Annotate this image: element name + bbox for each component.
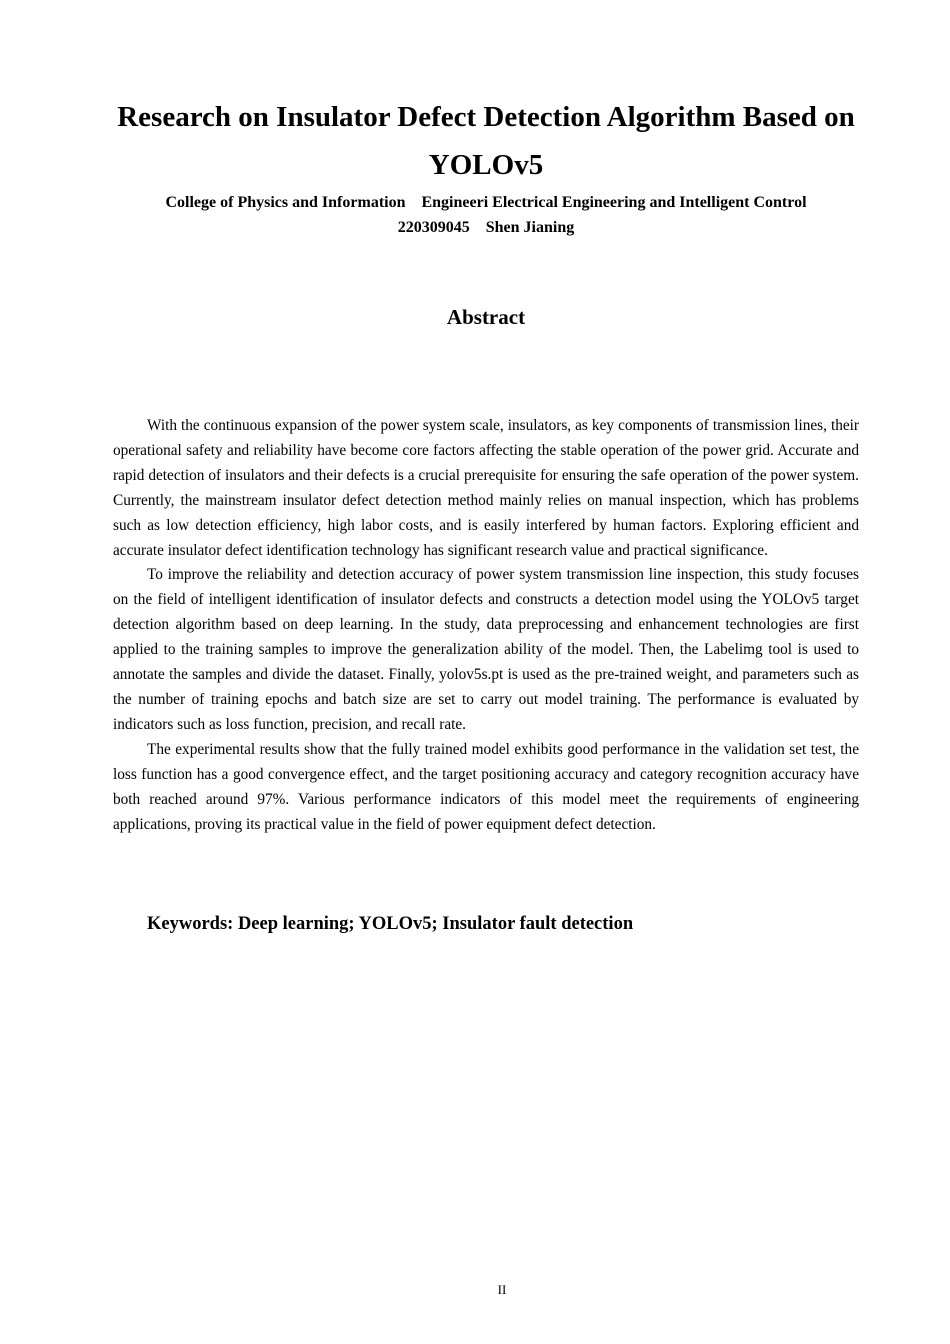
- page-number: II: [497, 1282, 507, 1297]
- affiliation-line: College of Physics and Information Engineeri Electrical Engineering and Intelligent Control: [165, 194, 807, 211]
- abstract-body: [113, 414, 859, 837]
- paper-title-line-2: YOLOv5: [428, 149, 544, 181]
- abstract-paragraph-2: To improve the reliability and detection accuracy of power system transmission line inspection, this study focuses on the field of intelligent identification of insulator defects and constructs a detection model using the YOLOv5 target detection algorithm based on deep learning. In the study, data preprocessing and enhancement technologies are first applied to the training samples to improve the generalization ability of the model. Then, the Labelimg tool is used to annotate the samples and divide the dataset. Finally, yolov5s.pt is used as the pre-trained weight, and parameters such as the number of training epochs and batch size are set to carry out model training. The performance is evaluated by indicators such as loss function, precision, and recall rate.: [113, 566, 859, 733]
- abstract-heading: Abstract: [446, 305, 526, 329]
- keywords-line: Keywords: Deep learning; YOLOv5; Insulator fault detection: [147, 914, 634, 934]
- abstract-paragraph-1: With the continuous expansion of the power system scale, insulators, as key components of transmission lines, their operational safety and reliability have become core factors affecting the stable operation of the power grid. Accurate and rapid detection of insulators and their defects is a crucial prerequisite for ensuring the safe operation of the power system. Currently, the mainstream insulator defect detection method mainly relies on manual inspection, which has problems such as low detection efficiency, high labor costs, and is easily interfered by human factors. Exploring efficient and accurate insulator defect identification technology has significant research value and practical significance.: [113, 417, 859, 559]
- author-line: 220309045 Shen Jianing: [397, 219, 575, 236]
- paper-title-line-1: Research on Insulator Defect Detection Algorithm Based on: [117, 101, 855, 133]
- abstract-paragraph-3: The experimental results show that the fully trained model exhibits good performance in the validation set test, the loss function has a good convergence effect, and the target positioning accuracy and category recognition accuracy have both reached around 97%. Various performance indicators of this model meet the requirements of engineering applications, proving its practical value in the field of power equipment defect detection.: [113, 740, 859, 833]
